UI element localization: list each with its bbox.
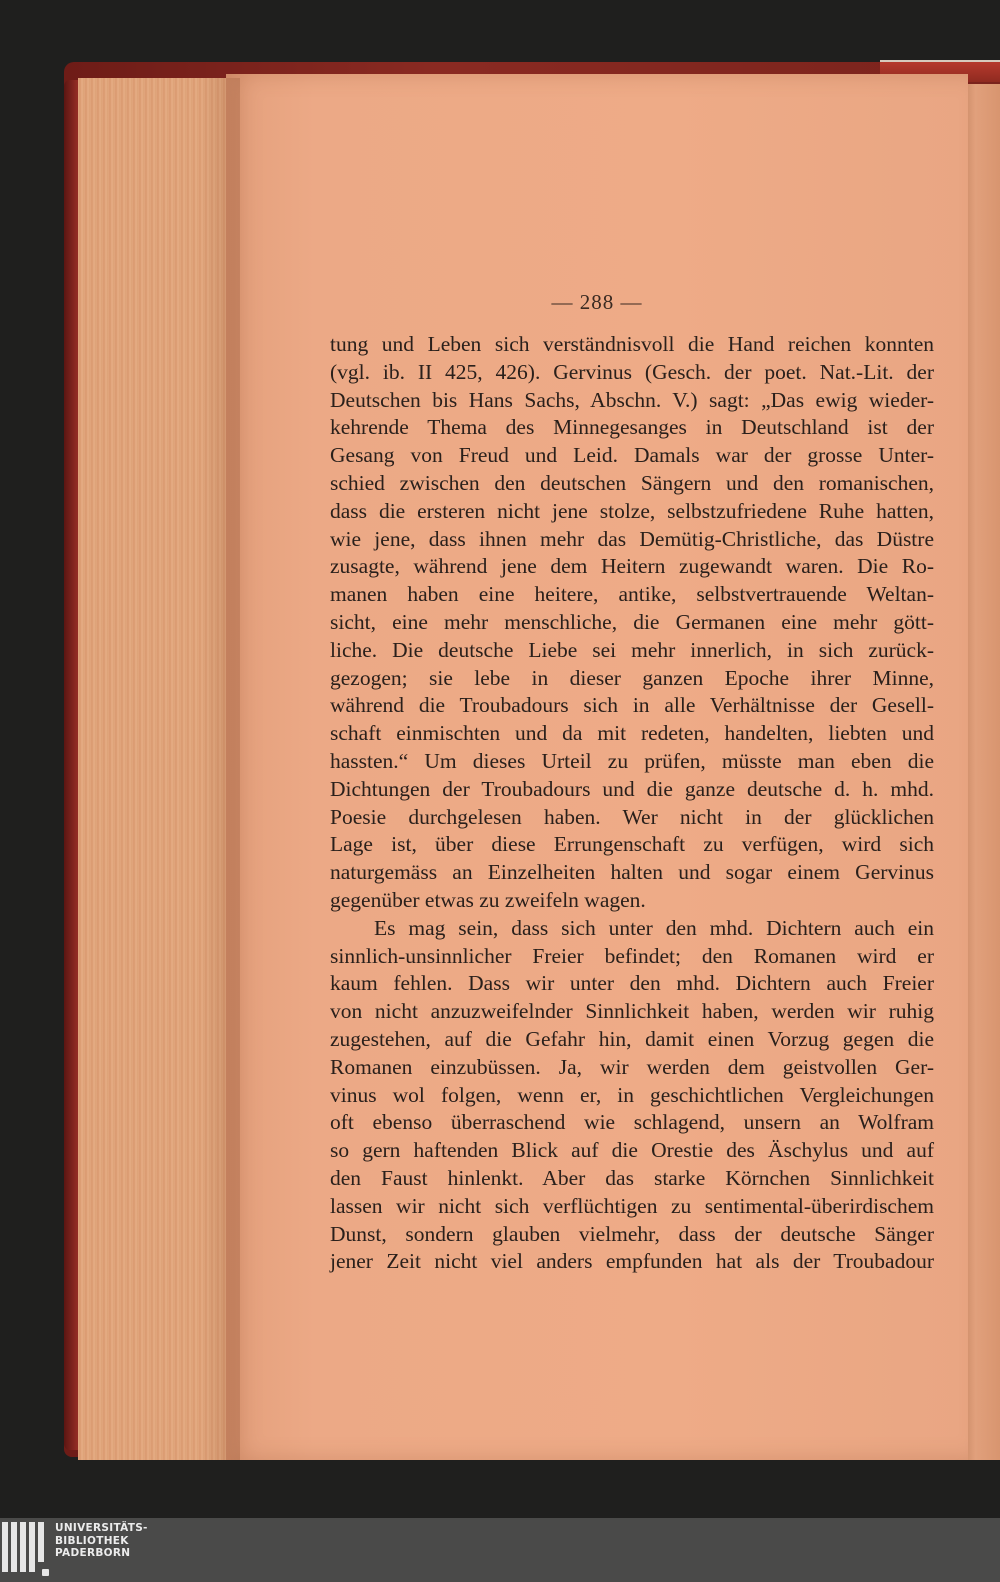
library-logo-icon	[2, 1522, 50, 1578]
text-line: den Faust hinlenkt. Aber das starke Körnchen Sinnlichkeit	[330, 1165, 934, 1190]
text-line: wie jene, dass ihnen mehr das Demütig-Christliche, das Düstre	[330, 526, 934, 551]
text-line: liche. Die deutsche Liebe sei mehr innerlich, in sich zurück-	[330, 637, 934, 662]
text-line: kehrende Thema des Minnegesanges in Deutschland ist der	[330, 415, 934, 440]
text-line: schaft einmischten und da mit redeten, handelten, liebten und	[330, 721, 934, 746]
library-footer	[0, 1518, 1000, 1582]
logo-line-3: PADERBORN	[55, 1547, 131, 1559]
logo-line-2: BIBLIOTHEK	[55, 1534, 129, 1547]
text-line: so gern haftenden Blick auf die Orestie des Äschylus und auf	[330, 1138, 934, 1163]
library-logo-text	[55, 1522, 148, 1560]
text-line: schied zwischen den deutschen Sängern und den romanischen,	[330, 470, 934, 495]
text-line: lassen wir nicht sich verflüchtigen zu sentimental-überirdischem	[330, 1193, 934, 1218]
text-line: jener Zeit nicht viel anders empfunden hat als der Troubadour	[330, 1249, 934, 1274]
text-line: Gesang von Freud und Leid. Damals war der grosse Unter-	[330, 443, 934, 468]
text-line: Lage ist, über diese Errungenschaft zu verfügen, wird sich	[330, 832, 934, 857]
text-line: (vgl. ib. II 425, 426). Gervinus (Gesch. der poet. Nat.-Lit. der	[330, 359, 934, 384]
text-line: gegenüber etwas zu zweifeln wagen.	[330, 887, 646, 912]
text-line: kaum fehlen. Dass wir unter den mhd. Dichtern auch Freier	[330, 971, 934, 996]
text-line: vinus wol folgen, wenn er, in geschichtlichen Vergleichungen	[330, 1082, 934, 1107]
text-line: oft ebenso überraschend wie schlagend, unsern an Wolfram	[330, 1110, 934, 1135]
page-number: — 288 —	[551, 290, 643, 314]
text-line: Romanen einzubüssen. Ja, wir werden dem geistvollen Ger-	[330, 1054, 934, 1079]
text-line: hassten.“ Um dieses Urteil zu prüfen, müsste man eben die	[330, 748, 934, 773]
text-line: sicht, eine mehr menschliche, die Germanen eine mehr gött-	[330, 609, 934, 634]
body-text	[330, 331, 934, 1276]
text-line: sinnlich-unsinnlicher Freier befindet; den Romanen wird er	[330, 943, 934, 968]
text-line: Deutschen bis Hans Sachs, Abschn. V.) sagt: „Das ewig wieder-	[330, 387, 934, 412]
text-line: naturgemäss an Einzelheiten halten und sogar einem Gervinus	[330, 860, 934, 885]
logo-line-1: UNIVERSITÄTS-	[55, 1522, 148, 1534]
text-line: zugestehen, auf die Gefahr hin, damit einen Vorzug gegen die	[330, 1026, 934, 1051]
text-line: zusagte, während jene dem Heitern zugewandt waren. Die Ro-	[330, 554, 934, 579]
text-line: während die Troubadours sich in alle Verhältnisse der Gesell-	[330, 693, 934, 718]
text-line: Dichtungen der Troubadours und die ganze deutsche d. h. mhd.	[330, 776, 934, 801]
text-line: gezogen; sie lebe in dieser ganzen Epoche ihrer Minne,	[330, 665, 934, 690]
gutter-shadow	[200, 78, 240, 1460]
text-line: Dunst, sondern glauben vielmehr, dass der deutsche Sänger	[330, 1221, 934, 1246]
text-line: von nicht anzuzweifelnder Sinnlichkeit haben, werden wir ruhig	[330, 999, 934, 1024]
text-line: Poesie durchgelesen haben. Wer nicht in der glücklichen	[330, 804, 934, 829]
text-line: Es mag sein, dass sich unter den mhd. Dichtern auch ein	[374, 915, 934, 940]
text-line: tung und Leben sich verständnisvoll die Hand reichen konnten	[330, 332, 934, 356]
text-line: manen haben eine heitere, antike, selbstvertrauende Weltan-	[330, 582, 934, 607]
text-line: dass die ersteren nicht jene stolze, selbstzufriedene Ruhe hatten,	[330, 498, 934, 523]
book-page	[226, 74, 968, 1460]
